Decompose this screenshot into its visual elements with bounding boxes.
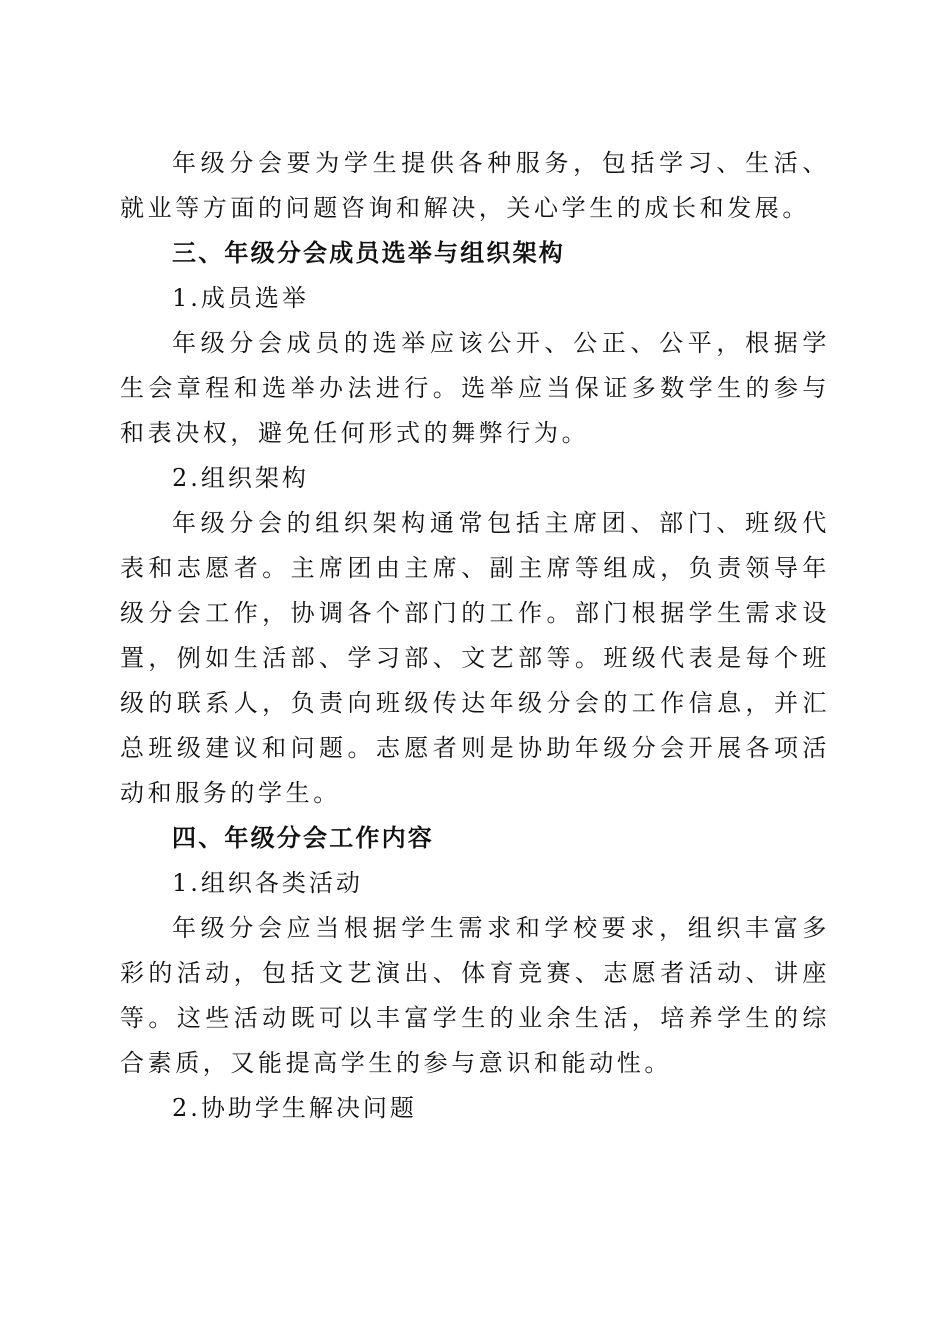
heading-election-structure: 三、年级分会成员选举与组织架构 bbox=[172, 239, 565, 267]
paragraph-services: 年级分会要为学生提供各种服务，包括学习、生活、就业等方面的问题咨询和解决，关心学生的成长和发展。 bbox=[120, 149, 830, 222]
paragraph-organization: 年级分会的组织架构通常包括主席团、部门、班级代表和志愿者。主席团由主席、副主席等组成，负责领导年级分会工作，协调各个部门的工作。部门根据学生需求设置，例如生活部、学习部、文艺部等。班级代表是每个班级的联系人，负责向班级传达年级分会的工作信息，并汇总班级建议和问题。志愿者则是协助年级分会开展各项活动和服务的学生。 bbox=[120, 509, 830, 807]
heading-work-content: 四、年级分会工作内容 bbox=[172, 824, 434, 852]
document-page bbox=[120, 141, 830, 1131]
paragraph-activities: 年级分会应当根据学生需求和学校要求，组织丰富多彩的活动，包括文艺演出、体育竞赛、志愿者活动、讲座等。这些活动既可以丰富学生的业余生活，培养学生的综合素质，又能提高学生的参与意识和能动性。 bbox=[120, 914, 830, 1077]
subheading-member-election: 1.成员选举 bbox=[172, 284, 309, 312]
paragraph-election: 年级分会成员的选举应该公开、公正、公平，根据学生会章程和选举办法进行。选举应当保证多数学生的参与和表决权，避免任何形式的舞弊行为。 bbox=[120, 329, 830, 447]
subheading-organization: 2.组织架构 bbox=[172, 464, 309, 492]
subheading-help-students: 2.协助学生解决问题 bbox=[172, 1094, 417, 1122]
subheading-activities: 1.组织各类活动 bbox=[172, 869, 363, 897]
